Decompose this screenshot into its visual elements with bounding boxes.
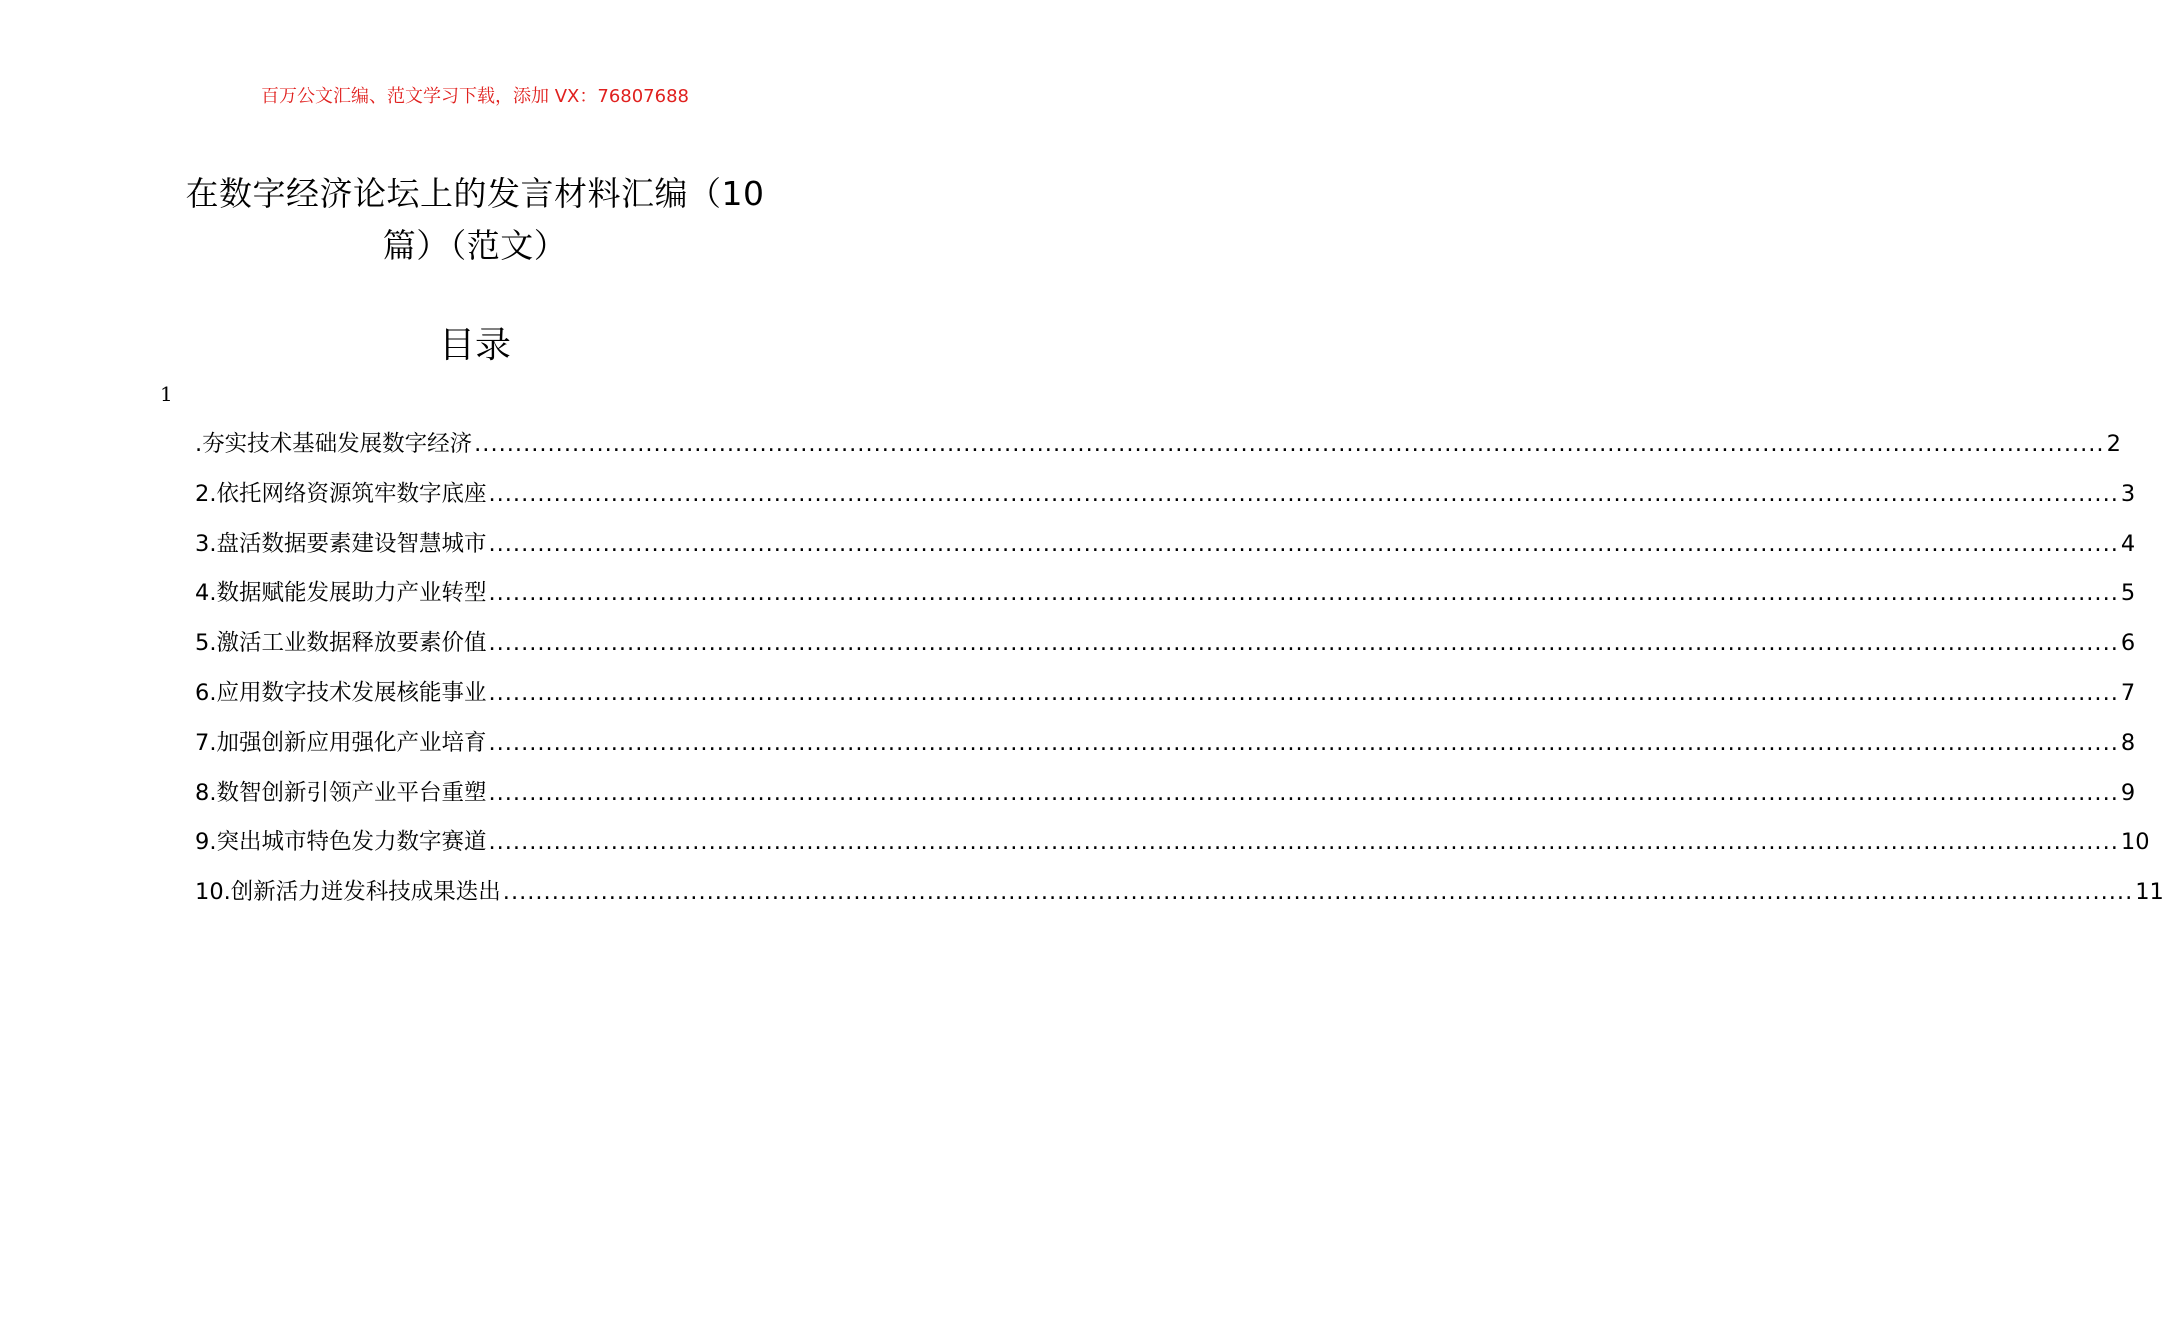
toc-entry[interactable] [195,818,2150,868]
toc-entry-page: 9 [2120,779,2136,806]
toc-leader-dots: ........................................................................................................................................................................................................ [488,480,2119,507]
toc-leader-dots: ........................................................................................................................................................................................................ [488,829,2119,856]
document-title [0,168,950,272]
toc-entry-title: 7.加强创新应用强化产业培育 [195,729,487,756]
toc-entry-title: 3.盘活数据要素建设智慧城市 [195,530,487,557]
toc-entry-title: 8.数智创新引领产业平台重塑 [195,779,487,806]
toc-entry-title: 2.依托网络资源筑牢数字底座 [195,480,487,507]
header-note: 百万公文汇编、范文学习下载，添加 VX：76807688 [261,86,689,107]
toc-entry[interactable] [195,669,2136,719]
toc-entry-page: 11 [2135,879,2164,906]
toc-entry-page: 3 [2120,480,2136,507]
toc-leader-dots: ........................................................................................................................................................................................................ [488,580,2119,607]
toc-entry[interactable] [195,769,2136,819]
toc-entry[interactable] [195,719,2136,769]
toc-level-number: 1 [160,382,173,406]
toc-entry-page: 6 [2120,630,2136,657]
toc-entry[interactable] [195,569,2136,619]
toc-entry-title: 9.突出城市特色发力数字赛道 [195,829,487,856]
table-of-contents [195,420,2164,918]
toc-entry-title: 10.创新活力迸发科技成果迭出 [195,879,501,906]
toc-entry[interactable] [195,470,2136,520]
toc-heading: 目录 [438,325,511,366]
toc-entry-page: 7 [2120,679,2136,706]
document-title-line-1: 在数字经济论坛上的发言材料汇编（10 [185,174,765,213]
toc-entry-title: 5.激活工业数据释放要素价值 [195,630,487,657]
toc-entry-page: 10 [2120,829,2150,856]
toc-leader-dots: ........................................................................................................................................................................................................ [488,530,2119,557]
toc-entry-page: 2 [2106,431,2121,457]
toc-leader-dots: ........................................................................................................................................................................................................ [488,779,2119,806]
toc-entry-page: 4 [2120,530,2136,557]
toc-leader-dots: ........................................................................................................................................................................................................ [488,679,2119,706]
toc-entry-title: 6.应用数字技术发展核能事业 [195,679,487,706]
toc-entry[interactable] [195,619,2136,669]
toc-entry[interactable] [195,420,2121,470]
toc-leader-dots: ........................................................................................................................................................................................................ [488,630,2119,657]
toc-entry-page: 8 [2120,729,2136,756]
toc-leader-dots: ........................................................................................................................................................................................................ [474,431,2105,457]
toc-leader-dots: ........................................................................................................................................................................................................ [488,729,2119,756]
toc-entry-title: .夯实技术基础发展数字经济 [195,431,473,457]
toc-entry-title: 4.数据赋能发展助力产业转型 [195,580,487,607]
toc-entry[interactable] [195,520,2136,570]
toc-entry[interactable] [195,868,2164,918]
toc-entry-page: 5 [2120,580,2136,607]
toc-leader-dots: ........................................................................................................................................................................................................ [502,879,2134,906]
document-title-line-2: 篇）（范文） [382,226,568,265]
